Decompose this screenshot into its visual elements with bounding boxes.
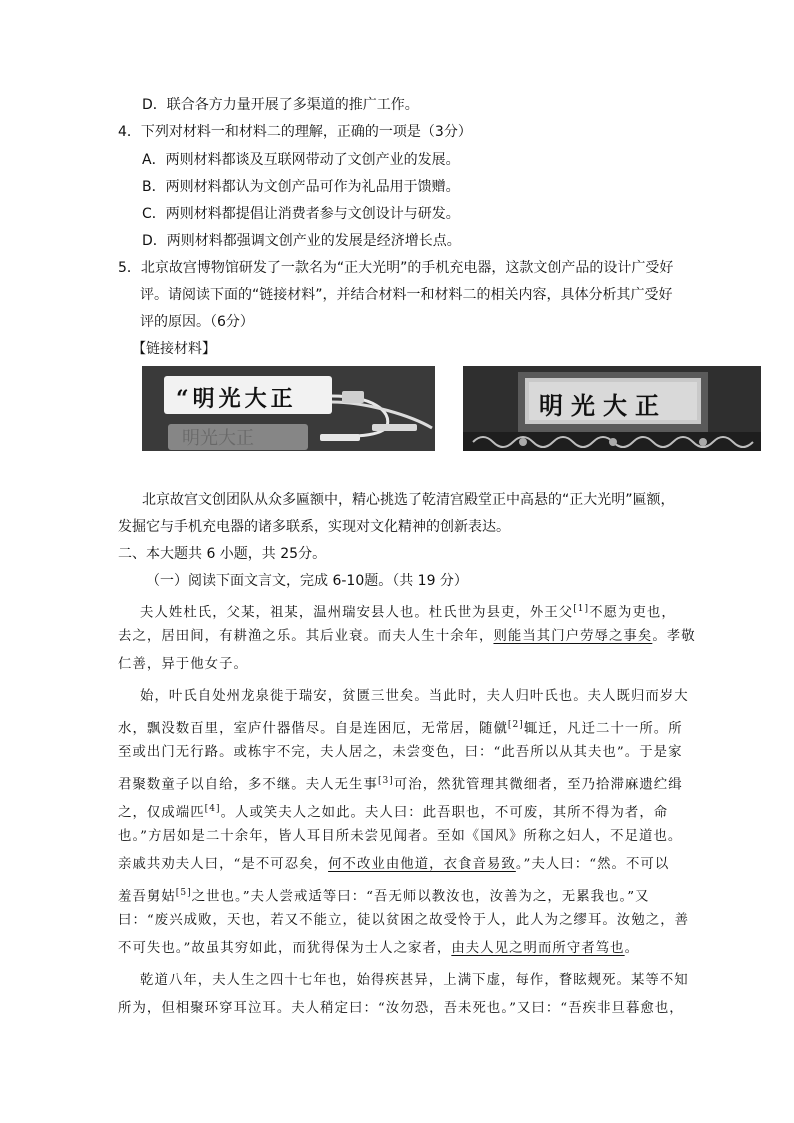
passage-line: 之，仅成端匹[4]。人或笑夫人之如此。夫人曰：此吾职也，不可废，其所不得为者，命 — [118, 804, 669, 821]
charger-photo-text: “明光大正 — [176, 386, 297, 412]
passage-line: 君聚数童子以自给，多不继。夫人无生事[3]可治，然犹管理其微细者，至乃拾滞麻遗纻缉 — [118, 776, 683, 793]
link-caption-line1: 北京故宫文创团队从众多匾额中，精心挑选了乾清宫殿堂正中高悬的“正大光明”匾额， — [142, 492, 675, 508]
footnote-3: [3] — [377, 776, 394, 786]
link-caption-line2: 发掘它与手机充电器的诸多联系，实现对文化精神的创新表达。 — [118, 519, 510, 535]
passage-line: 去之，居田间，有耕渔之乐。其后业衰。而夫人生十余年，则能当其门户劳辱之事矣。孝敬 — [118, 629, 696, 644]
q5-stem-line1: 5．北京故宫博物馆研发了一款名为“正大光明”的手机充电器，这款文创产品的设计广受好 — [118, 260, 674, 276]
footnote-5: [5] — [175, 888, 192, 898]
section2-sub1: （一）阅读下面文言文，完成 6-10题。（共 19 分） — [146, 573, 468, 589]
q4-stem: 4．下列对材料一和材料二的理解，正确的一项是（3分） — [118, 124, 472, 140]
passage-line: 也。”方居如是二十余年，皆人耳目所未尝见闻者。至如《国风》所称之妇人，不足道也。 — [118, 829, 683, 844]
charger-photo — [142, 366, 435, 451]
q5-stem-line2: 评。请阅读下面的“链接材料”，并结合材料一和材料二的相关内容，具体分析其广受好 — [140, 287, 673, 303]
plaque-photo — [463, 366, 761, 451]
passage-line: 始，叶氏自处州龙泉徙于瑞安，贫匮三世矣。当此时，夫人归叶氏也。夫人既归而岁大 — [140, 689, 689, 704]
passage-line: 亲戚共劝夫人曰，“是不可忍矣，何不改业由他道，衣食音易致。”夫人曰：“然。不可以 — [118, 857, 670, 872]
passage-line: 仁善，异于他女子。 — [118, 657, 248, 672]
footnote-2: [2] — [507, 720, 524, 730]
footnote-4: [4] — [204, 804, 221, 814]
section2-title: 二、本大题共 6 小题，共 25分。 — [118, 546, 327, 562]
q4-option-a: A．两则材料都谈及互联网带动了文创产业的发展。 — [142, 152, 460, 168]
svg-text:明光大正: 明光大正 — [182, 428, 254, 449]
passage-line: 羞吾舅姑[5]之世也。”夫人尝戒适等曰：“吾无师以教汝也，汝善为之，无累我也。”又 — [118, 888, 650, 905]
q4-option-c: C．两则材料都提倡让消费者参与文创设计与研发。 — [142, 206, 460, 222]
q4-option-d: D．两则材料都强调文创产业的发展是经济增长点。 — [142, 233, 461, 249]
passage-line: 夫人姓杜氏，父某，祖某，温州瑞安县人也。杜氏世为县吏，外王父[1]不愿为吏也， — [140, 604, 676, 621]
link-material-title: 【链接材料】 — [132, 341, 216, 357]
passage-line: 曰：“废兴成败，天也，若又不能立，徒以贫困之故受怜于人，此人为之缪耳。汝勉之，善 — [118, 913, 690, 928]
passage-line: 乾道八年，夫人生之四十七年也，始得疾甚异，上满下虚，每作，瞀眩觌死。某等不知 — [140, 973, 689, 988]
passage-line: 至或出门无行路。或栋宇不完，夫人居之，未尝变色，曰：“此吾所以从其夫也”。于是家 — [118, 745, 683, 760]
q5-stem-line3: 评的原因。（6分） — [140, 314, 254, 330]
footnote-1: [1] — [573, 604, 590, 614]
passage-line: 水，飘没数百里，室庐什器偕尽。自是连困厄，无常居，随僦[2]辄迁，凡迁二十一所。所 — [118, 720, 683, 737]
q3-option-d: D．联合各方力量开展了多渠道的推广工作。 — [142, 97, 419, 113]
passage-line: 所为，但相聚环穿耳泣耳。夫人稍定曰：“汝勿恐，吾未死也。”又曰：“吾疾非旦暮愈也， — [118, 1001, 684, 1016]
passage-line: 不可失也。”故虽其穷如此，而犹得保为士人之家者，由夫人见之明而所守者笃也。 — [118, 941, 640, 956]
q4-option-b: B．两则材料都认为文创产品可作为礼品用于馈赠。 — [142, 179, 460, 195]
plaque-photo-text: 明光大正 — [539, 391, 667, 420]
